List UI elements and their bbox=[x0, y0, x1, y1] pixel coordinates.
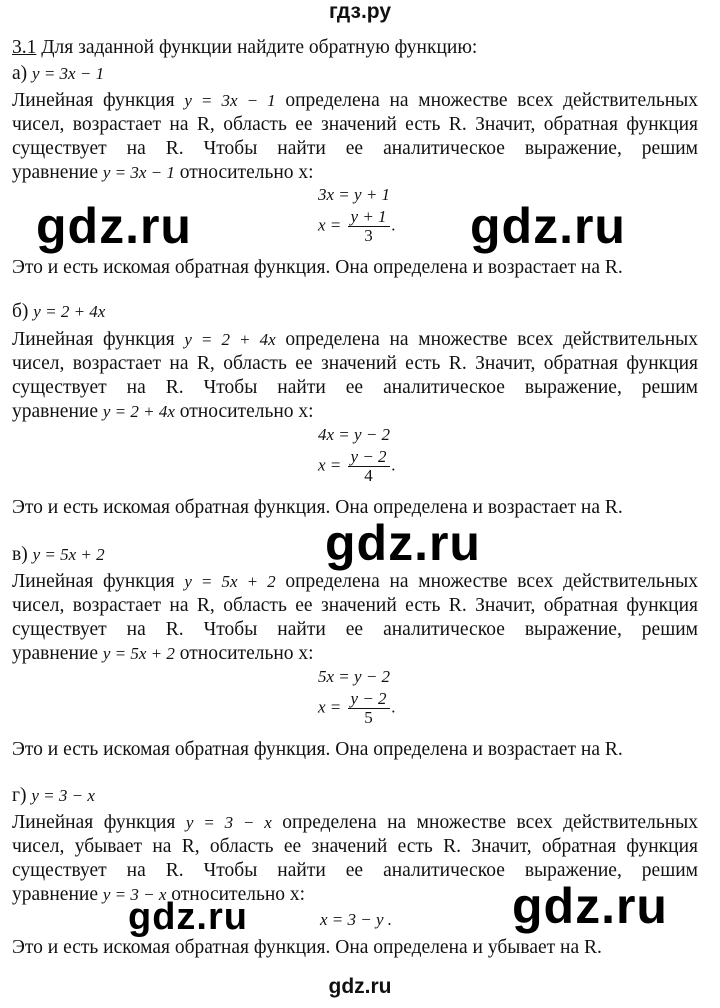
part-b-func: y = 2 + 4x bbox=[33, 302, 106, 321]
problem-number: 3.1 bbox=[12, 37, 37, 58]
part-c-eq2: x = $\frac{y - 2}{5}$ . bbox=[318, 689, 396, 727]
part-d-conclusion: Это и есть искомая обратная функция. Она определена и убывает на R. bbox=[12, 937, 602, 958]
fraction: $\frac{y + 1}{3}$ bbox=[348, 208, 390, 245]
part-a-heading bbox=[12, 62, 698, 86]
part-c-func: y = 5x + 2 bbox=[32, 545, 105, 564]
part-b-heading bbox=[12, 300, 698, 324]
part-d-line-2: чисел, убывает на R, область ее значений есть R. Значит, обратная функция bbox=[12, 836, 698, 857]
part-a-eq2: x = $\frac{y + 1}{3}$ . bbox=[318, 207, 396, 245]
part-d-line-1: Линейная функция y = 3 − x определена на множестве всех действительных bbox=[12, 812, 699, 833]
part-b-letter: б) bbox=[12, 301, 29, 322]
part-a-func: y = 3x − 1 bbox=[32, 64, 105, 83]
site-footer: gdz.ru bbox=[328, 975, 392, 998]
part-c-line-4: уравнение y = 5x + 2 относительно х: bbox=[12, 643, 314, 664]
part-c-conclusion: Это и есть искомая обратная функция. Она определена и возрастает на R. bbox=[12, 739, 623, 760]
part-c-eq1: 5x = y − 2 bbox=[318, 667, 391, 686]
site-header: гдз.ру bbox=[328, 0, 392, 23]
fraction: $\frac{y - 2}{5}$ bbox=[348, 690, 390, 727]
part-b-line-2: чисел, возрастает на R, область ее значений есть R. Значит, обратная функция bbox=[12, 353, 698, 374]
part-b-eq2: x = $\frac{y - 2}{4}$ . bbox=[318, 447, 396, 485]
part-d-heading bbox=[12, 784, 698, 808]
problem-statement: Для заданной функции найдите обратную функцию: bbox=[41, 37, 478, 58]
part-d-letter: г) bbox=[12, 785, 27, 806]
problem-title bbox=[12, 36, 698, 60]
part-a-line-3: существует на R. Чтобы найти ее аналитическое выражение, решим bbox=[12, 138, 698, 159]
fraction: $\frac{y - 2}{4}$ bbox=[348, 448, 390, 485]
watermark: gdz.ru bbox=[512, 878, 668, 934]
part-d-line-3: существует на R. Чтобы найти ее аналитическое выражение, решим bbox=[12, 860, 698, 881]
watermark: gdz.ru bbox=[128, 896, 248, 938]
part-a-eq1: 3x = y + 1 bbox=[318, 185, 391, 204]
part-b-line-3: существует на R. Чтобы найти ее аналитическое выражение, решим bbox=[12, 377, 698, 398]
part-d-func: y = 3 − x bbox=[31, 786, 95, 805]
part-b-line-1: Линейная функция y = 2 + 4x определена на множестве всех действительных bbox=[12, 329, 699, 350]
part-c-letter: в) bbox=[12, 544, 28, 565]
part-c-line-3: существует на R. Чтобы найти ее аналитическое выражение, решим bbox=[12, 619, 698, 640]
part-a-letter: а) bbox=[12, 63, 28, 84]
part-d-line-4: уравнение y = 3 − x относительно х: bbox=[12, 884, 306, 905]
watermark: gdz.ru bbox=[470, 198, 626, 254]
part-a-line-4: уравнение y = 3x − 1 относительно х: bbox=[12, 162, 314, 183]
part-a-conclusion: Это и есть искомая обратная функция. Она определена и возрастает на R. bbox=[12, 257, 623, 278]
part-c-line-1: Линейная функция y = 5x + 2 определена на множестве всех действительных bbox=[12, 571, 699, 592]
part-d-eq1: x = 3 − y . bbox=[320, 910, 393, 929]
part-b-eq1: 4x = y − 2 bbox=[318, 425, 391, 444]
part-a-line-1: Линейная функция y = 3x − 1 определена на множестве всех действительных bbox=[12, 90, 699, 111]
part-a-line-2: чисел, возрастает на R, область ее значений есть R. Значит, обратная функция bbox=[12, 114, 698, 135]
part-b-line-4: уравнение y = 2 + 4x относительно х: bbox=[12, 401, 314, 422]
watermark: gdz.ru bbox=[325, 515, 481, 571]
watermark: gdz.ru bbox=[36, 198, 192, 254]
part-b-conclusion: Это и есть искомая обратная функция. Она определена и возрастает на R. bbox=[12, 497, 623, 518]
part-c-line-2: чисел, возрастает на R, область ее значений есть R. Значит, обратная функция bbox=[12, 595, 698, 616]
